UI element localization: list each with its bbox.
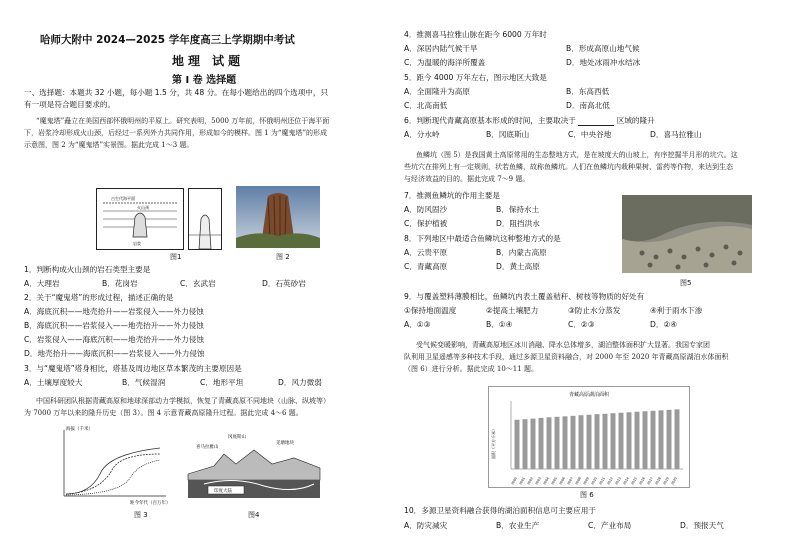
question-10: 10．多源卫星资料融合获得的湖泊面积信息可主要应用于 [404,506,596,515]
passage-1-line-2: 下，岩浆冷却形成火山颈，后经过一系列外力共同作用，形成如今的模样。图 1 为“魔鬼塔”的形成 [24,129,328,137]
q4-option-a: A．深居内陆气候干旱 [404,44,478,53]
question-8: 8．下列地区中最适合鱼鳞坑这种整地方式的是 [404,234,561,243]
chart-bar-2015 [635,412,640,469]
q6-option-c: C．中央谷地 [568,130,612,139]
question-3: 3．与“魔鬼塔”塔身相比，塔基及周边地区草本繁茂的主要原因是 [24,364,242,373]
q10-option-c: C．产业布局 [588,521,632,530]
passage-4-line-3: （图 6）进行分析。据此完成 10～11 题。 [404,365,538,373]
chart-bar-2004 [547,417,552,469]
q9-option-b: B．①④ [486,320,513,329]
chart-bar-2020 [675,409,680,469]
q5-option-c: C．北高南低 [404,101,448,110]
passage-3-line-1: 鱼鳞坑（图 5）是我国黄土高原常用的生态整地方式，是在坡度大的山坡上，有序挖掘半月形的坑穴。这 [416,151,738,159]
fig4-label-india: 印度大陆 [214,489,232,494]
chart-bar-2017 [651,411,656,469]
passage-3-line-3: 与经济效益的目的。据此完成 7～9 题。 [404,175,530,183]
fig3-xlabel: 距今年代（百万年） [130,501,170,506]
question-2: 2．关于“魔鬼塔”的形成过程，描述正确的是 [24,293,174,302]
chart-bar-2000 [515,420,520,469]
chart-title: 青藏高原湖泊面积 [568,392,610,398]
figure-6-chart [488,386,690,488]
question-5: 5．距今 4000 万年左右，图示地区大致是 [404,73,547,82]
figure-1 [96,188,184,250]
q5-option-d: D．南高北低 [566,101,610,110]
chart-tick-label-2012: 2012 [606,476,614,486]
chart-bar-2012 [611,413,616,469]
passage-4-line-1: 受气候变暖影响，青藏高原地区冰川消融、降水总体增多，湖泊整体面积扩大显著。我国专家团 [416,341,710,349]
passage-1-line-3: 示意图，图 2 为“魔鬼塔”实景图。据此完成 1～3 题。 [24,141,194,149]
subject-title: 地理 试题 [172,54,245,68]
chart-tick-label-2001: 2001 [518,476,526,486]
chart-bar-2006 [563,416,568,469]
chart-tick-label-2006: 2006 [558,476,566,486]
chart-tick-label-2016: 2016 [638,476,646,486]
chart-tick-label-2015: 2015 [630,476,638,486]
passage-2-line-2: 为 7000 万年以来的隆升历史（图 3）。图 4 示意青藏高原隆升过程。据此完成 4～6 题。 [24,409,303,417]
fig4-label-qiangtang: 羌塘地块 [276,441,294,446]
fig1-label-magma: 岩浆 [133,241,141,246]
chart-tick-label-2018: 2018 [654,476,662,486]
q8-option-b: B．内蒙古高原 [496,248,547,257]
q7-option-c: C．保护植被 [404,219,448,228]
chart-tick-label-2009: 2009 [582,476,590,486]
q9-option-a: A．①③ [404,320,431,329]
q9-option-d: D．②④ [650,320,678,329]
figure-4-caption: 图4 [248,511,260,519]
question-6-text: 6．判断现代青藏高原基本形成的时间，主要取决于 [404,116,576,125]
chart-tick-label-2010: 2010 [590,476,598,486]
q8-option-c: C．青藏高原 [404,262,448,271]
chart-ylabel: 面积（平方千米） [491,427,496,459]
question-6 [404,116,655,126]
chart-bar-2014 [627,412,632,469]
passage-1-line-1: “魔鬼塔”矗立在美国西部怀俄明州的平原上。研究表明，5000 万年前，怀俄明州还位于海平面 [36,117,330,125]
question-7: 7．推测鱼鳞坑的作用主要是 [404,191,500,200]
figure-2-caption: 图 2 [276,253,290,261]
q9-option-c: C．②③ [568,320,595,329]
section-title: 第 I 卷 选择题 [172,75,237,86]
question-9: 9．与覆盖塑料薄膜相比，鱼鳞坑内表土覆盖秸秆、树枝等物质的好处有 [404,292,645,301]
q3-option-a: A．土壤厚度较大 [24,378,83,387]
chart-bar-2019 [667,410,672,469]
q6-option-d: D．喜马拉雅山 [650,130,702,139]
figure-1-caption: 图1 [170,253,182,261]
q2-option-d: D．地壳抬升——海底沉积——岩浆侵入——外力侵蚀 [24,349,205,358]
chart-tick-label-2000: 2000 [510,476,518,486]
q4-option-d: D．地处冰雨冲水结冰 [566,58,641,67]
q6-option-b: B．冈底斯山 [486,130,530,139]
figure-4 [184,424,324,508]
figure-6-caption: 图 6 [580,491,594,499]
q1-option-c: C．玄武岩 [180,279,216,288]
q9-item-1: ①保持地面温度 [404,306,457,315]
chart-tick-label-2008: 2008 [574,476,582,486]
chart-bar-2008 [579,415,584,469]
chart-bar-2003 [539,418,544,469]
q9-item-3: ③防止水分蒸发 [568,306,621,315]
fig3-ylabel: 海拔（千米） [66,427,93,432]
chart-bar-2001 [523,419,528,469]
chart-bar-2002 [531,419,536,469]
chart-bar-2005 [555,417,560,469]
q6-option-a: A．分水岭 [404,130,440,139]
figure-3-caption: 图 3 [134,511,148,519]
chart-tick-label-2019: 2019 [662,476,670,486]
fig4-label-gangdise: 冈底斯山 [228,435,246,440]
chart-tick-label-2011: 2011 [598,476,606,486]
q8-option-d: D．黄土高原 [496,262,540,271]
passage-4-line-2: 队利用卫星遥感等多种技术手段，通过多源卫星资料融合，对 2000 年至 2020 年青藏高原湖泊水体面积 [404,353,729,361]
chart-bar-2009 [587,415,592,469]
q2-option-c: C．岩浆侵入——海底沉积——地壳抬升——外力侵蚀 [24,335,204,344]
q7-option-d: D．阻挡洪水 [496,219,540,228]
q10-option-d: D．预报天气 [680,521,724,530]
q10-option-b: B．农业生产 [496,521,540,530]
q2-option-a: A．海底沉积——地壳抬升——岩浆侵入——外力侵蚀 [24,307,204,316]
figure-3 [50,424,170,508]
chart-tick-label-2007: 2007 [566,476,574,486]
fig1-label-sea-level: 古生代海平面 [111,196,135,201]
chart-bar-2018 [659,410,664,469]
fig4-label-himalaya: 喜马拉雅山 [196,445,219,450]
fig1-label-volcanic-neck: 火山颈 [137,205,149,210]
q7-option-b: B．保持水土 [496,205,540,214]
q4-option-c: C．为温暖的海洋所覆盖 [404,58,486,67]
q3-option-b: B．气候湿润 [122,378,166,387]
question-6-tail: 区域的隆升 [616,116,655,125]
exam-title: 哈师大附中 2024—2025 学年度高三上学期期中考试 [40,34,295,46]
q8-option-a: A．云贵平原 [404,248,448,257]
question-4: 4．推测喜马拉雅山脉在距今 6000 万年时 [404,30,547,39]
chart-bar-2011 [603,414,608,469]
chart-tick-label-2005: 2005 [550,476,558,486]
figure-5-photo [622,195,752,273]
q5-option-a: A．全面隆升为高原 [404,87,470,96]
q1-option-a: A．大理岩 [24,279,60,288]
q9-item-4: ④利于雨水下渗 [650,306,703,315]
chart-tick-label-2002: 2002 [526,476,534,486]
q1-option-d: D．石英砂岩 [262,279,306,288]
q5-option-b: B．东高西低 [566,87,610,96]
figure-2-photo [236,186,320,248]
chart-tick-label-2004: 2004 [542,476,550,486]
chart-tick-label-2014: 2014 [622,476,630,486]
chart-tick-label-2020: 2020 [670,476,678,486]
q1-option-b: B．花岗岩 [102,279,138,288]
q2-option-b: B．海底沉积——岩浆侵入——地壳抬升——外力侵蚀 [24,321,204,330]
intro-line-1: 一、选择题：本题共 32 小题，每小题 1.5 分，共 48 分。在每小题给出的四个选项中，只 [24,88,329,97]
passage-3-line-2: 些坑穴在排列上有一定规则，状若鱼鳞，故称鱼鳞坑。人们在鱼鳞坑内栽种果树、雷药等作物，来达到生态 [404,163,733,171]
q4-option-b: B．形成高原山地气候 [566,44,640,53]
chart-bar-2007 [571,416,576,469]
chart-tick-label-2017: 2017 [646,476,654,486]
figure-5-caption: 图5 [680,279,692,287]
chart-bar-2013 [619,413,624,469]
q7-option-a: A．防风固沙 [404,205,448,214]
q9-item-2: ②提高土壤肥力 [486,306,539,315]
intro-line-2: 有一项是符合题目要求的。 [24,100,116,109]
q3-option-d: D．风力微弱 [278,378,322,387]
question-6-blank [578,117,614,126]
chart-tick-label-2003: 2003 [534,476,542,486]
passage-2-line-1: 中国科研团队根据青藏高原和地球深部动力学模拟，恢复了青藏高原不同地块（山脉、纵坡等） [36,397,330,405]
chart-bar-2010 [595,414,600,469]
chart-tick-label-2013: 2013 [614,476,622,486]
chart-bar-2016 [643,411,648,469]
figure-1-cross-section [188,188,222,250]
question-1: 1．判断构成火山颈的岩石类型主要是 [24,265,151,274]
q10-option-a: A．防灾减灾 [404,521,448,530]
q3-option-c: C．地形平坦 [200,378,244,387]
